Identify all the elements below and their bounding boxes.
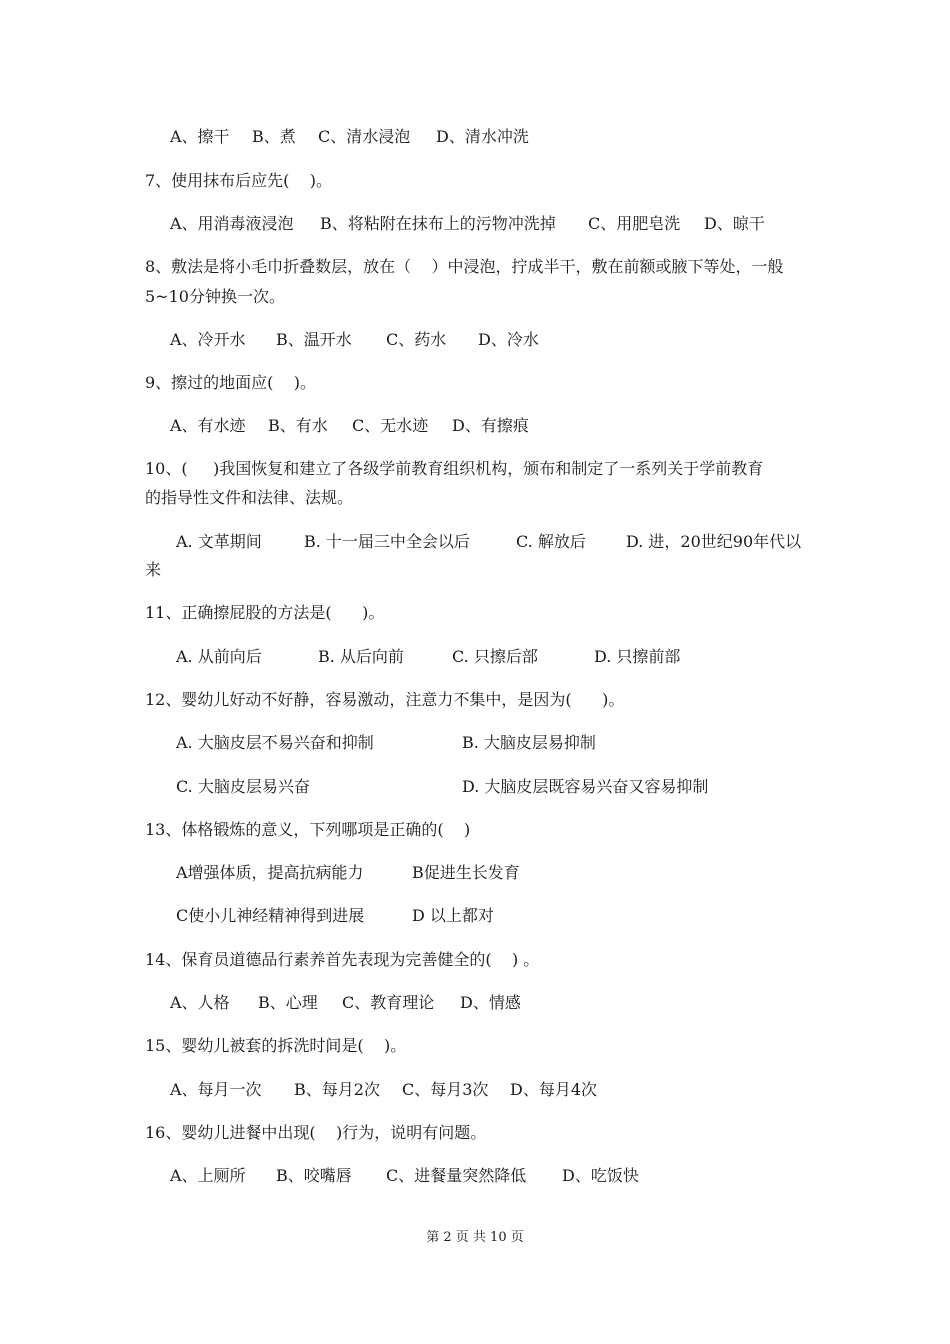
q15-option-c: C、每月3次 [402, 1080, 489, 1099]
q16-option-d: D、吃饭快 [562, 1166, 639, 1185]
q11-option-a: A. 从前向后 [176, 647, 262, 666]
q6-option-b: B、煮 [252, 127, 296, 146]
q7-stem: 7、使用抹布后应先( )。 [145, 171, 333, 190]
q13-options-row1 [176, 863, 776, 883]
q13-option-c: C使小儿神经精神得到进展 [176, 906, 365, 925]
q10-option-d: D. 进，20世纪90年代以 [626, 532, 802, 551]
q14-option-a: A、人格 [170, 993, 230, 1012]
q10-stem-line2: 的指导性文件和法律、法规。 [145, 488, 354, 507]
q9-stem: 9、擦过的地面应( )。 [145, 373, 317, 392]
q6-option-a: A、擦干 [170, 127, 230, 146]
q13-option-d: D 以上都对 [412, 906, 494, 925]
q10-option-c: C. 解放后 [516, 532, 586, 551]
q11-stem: 11、正确擦屁股的方法是( )。 [145, 603, 385, 622]
q12-option-a: A. 大脑皮层不易兴奋和抑制 [176, 733, 374, 752]
q15-stem: 15、婴幼儿被套的拆洗时间是( )。 [145, 1036, 407, 1055]
q16-option-a: A、上厕所 [170, 1166, 246, 1185]
q9-option-a: A、有水迹 [170, 416, 246, 435]
q13-options-row2 [176, 906, 776, 926]
q12-option-b: B. 大脑皮层易抑制 [462, 733, 596, 752]
q16-option-c: C、进餐量突然降低 [386, 1166, 527, 1185]
q16-options [170, 1166, 770, 1186]
q16-option-b: B、咬嘴唇 [276, 1166, 352, 1185]
q7-option-b: B、将粘附在抹布上的污物冲洗掉 [320, 214, 556, 233]
q11-options [176, 647, 776, 667]
q15-option-d: D、每月4次 [510, 1080, 598, 1099]
q13-stem: 13、体格锻炼的意义，下列哪项是正确的( ) [145, 820, 471, 839]
q16-stem: 16、婴幼儿进餐中出现( )行为，说明有问题。 [145, 1123, 487, 1142]
q11-option-c: C. 只擦后部 [452, 647, 538, 666]
q10-stem-line1: 10、( )我国恢复和建立了各级学前教育组织机构，颁布和制定了一系列关于学前教育 [145, 459, 764, 478]
q9-option-d: D、有擦痕 [452, 416, 529, 435]
q11-option-b: B. 从后向前 [318, 647, 404, 666]
q10-option-a: A. 文革期间 [176, 532, 262, 551]
q9-option-b: B、有水 [268, 416, 328, 435]
q8-option-a: A、冷开水 [170, 330, 246, 349]
q14-options [170, 993, 770, 1013]
q15-options [170, 1080, 770, 1100]
q12-options-row2 [176, 777, 776, 797]
q12-options-row1 [176, 733, 776, 753]
q8-option-b: B、温开水 [276, 330, 352, 349]
q8-option-d: D、冷水 [478, 330, 539, 349]
q14-option-d: D、情感 [460, 993, 521, 1012]
q10-option-tail: 来 [145, 560, 162, 579]
q6-option-d: D、清水冲洗 [436, 127, 529, 146]
q7-options [170, 214, 810, 234]
q14-stem: 14、保育员道德品行素养首先表现为完善健全的( ) 。 [145, 950, 540, 969]
q10-options [176, 532, 816, 552]
q7-option-c: C、用肥皂洗 [588, 214, 681, 233]
page-number-footer: 第 2 页 共 10 页 [426, 1230, 524, 1245]
q8-stem-line1: 8、敷法是将小毛巾折叠数层，放在（ ）中浸泡，拧成半干，敷在前额或腋下等处，一般 [145, 257, 784, 276]
q13-option-b: B促进生长发育 [412, 863, 520, 882]
q12-option-c: C. 大脑皮层易兴奋 [176, 777, 310, 796]
q8-stem-line2: 5~10分钟换一次。 [145, 287, 285, 306]
q15-option-a: A、每月一次 [170, 1080, 262, 1099]
q8-option-c: C、药水 [386, 330, 447, 349]
q7-option-d: D、晾干 [704, 214, 765, 233]
q9-options [170, 416, 770, 436]
q9-option-c: C、无水迹 [352, 416, 429, 435]
q12-option-d: D. 大脑皮层既容易兴奋又容易抑制 [462, 777, 709, 796]
q8-options [170, 330, 770, 350]
q11-option-d: D. 只擦前部 [594, 647, 681, 666]
q13-option-a: A增强体质，提高抗病能力 [176, 863, 364, 882]
q6-options [170, 127, 770, 147]
q15-option-b: B、每月2次 [294, 1080, 380, 1099]
q14-option-b: B、心理 [258, 993, 318, 1012]
q6-option-c: C、清水浸泡 [318, 127, 411, 146]
q10-option-b: B. 十一届三中全会以后 [304, 532, 470, 551]
q14-option-c: C、教育理论 [342, 993, 435, 1012]
q12-stem: 12、婴幼儿好动不好静，容易激动，注意力不集中，是因为( )。 [145, 690, 625, 709]
q7-option-a: A、用消毒液浸泡 [170, 214, 294, 233]
